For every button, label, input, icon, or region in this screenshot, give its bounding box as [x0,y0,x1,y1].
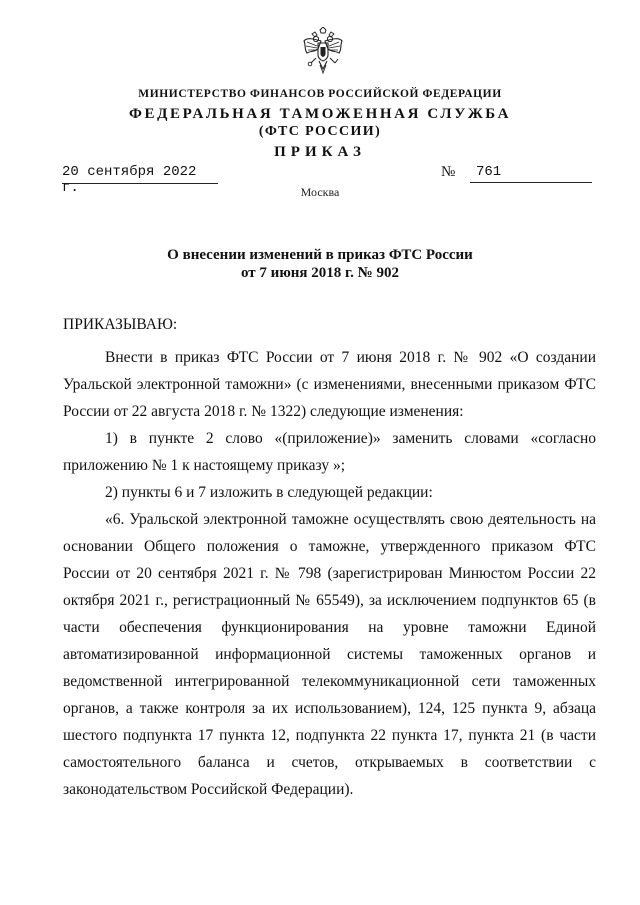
document-title-line1: О внесении изменений в приказ ФТС России [167,247,473,263]
document-type: ПРИКАЗ [274,144,366,160]
document-body [63,344,596,803]
order-directive: ПРИКАЗЫВАЮ: [63,316,178,333]
order-number: 761 [470,164,592,183]
issue-city: Москва [300,185,340,199]
order-date: 20 сентября 2022 г. [62,164,218,184]
paragraph: 2) пункты 6 и 7 изложить в следующей редакции: [105,484,433,501]
coat-of-arms-icon [302,27,344,75]
service-short-name: (ФТС РОССИИ) [258,124,382,139]
service-name: ФЕДЕРАЛЬНАЯ ТАМОЖЕННАЯ СЛУЖБА [128,106,512,122]
paragraph: «6. Уральской электронной таможне осуществлять свою деятельность на основании Общего положения о таможне, утвержденного приказом ФТС России от 20 сентября 2021 г. № 798 (зарегистрирован Минюстом России 22 октября 2021 г., регистрационный № 65549), за исключением подпунктов 65 (в части обеспечения функционирования на уровне таможни Единой автоматизированной информационной системы таможенных органов и ведомственной интегрированной телекоммуникационной сети таможенных органов, а также контроля за их использованием), 124, 125 пункта 9, абзаца шестого подпункта 17 пункта 12, подпункта 22 пункта 17, пункта 21 (в части самостоятельного баланса и счетов, открываемых в соответствии с законодательством Российской Федерации). [63,511,596,798]
number-sign: № [441,164,456,180]
document-title-line2: от 7 июня 2018 г. № 902 [241,265,399,281]
ministry-name: МИНИСТЕРСТВО ФИНАНСОВ РОССИЙСКОЙ ФЕДЕРАЦИИ [138,88,502,100]
paragraph: Внести в приказ ФТС России от 7 июня 2018 г. № 902 «О создании Уральской электронной таможни» (с изменениями, внесенными приказом ФТС России от 22 августа 2018 г. № 1322) следующие изменения: [63,349,596,420]
paragraph: 1) в пункте 2 слово «(приложение)» заменить словами «согласно приложению № 1 к настоящему приказу »; [63,430,596,474]
